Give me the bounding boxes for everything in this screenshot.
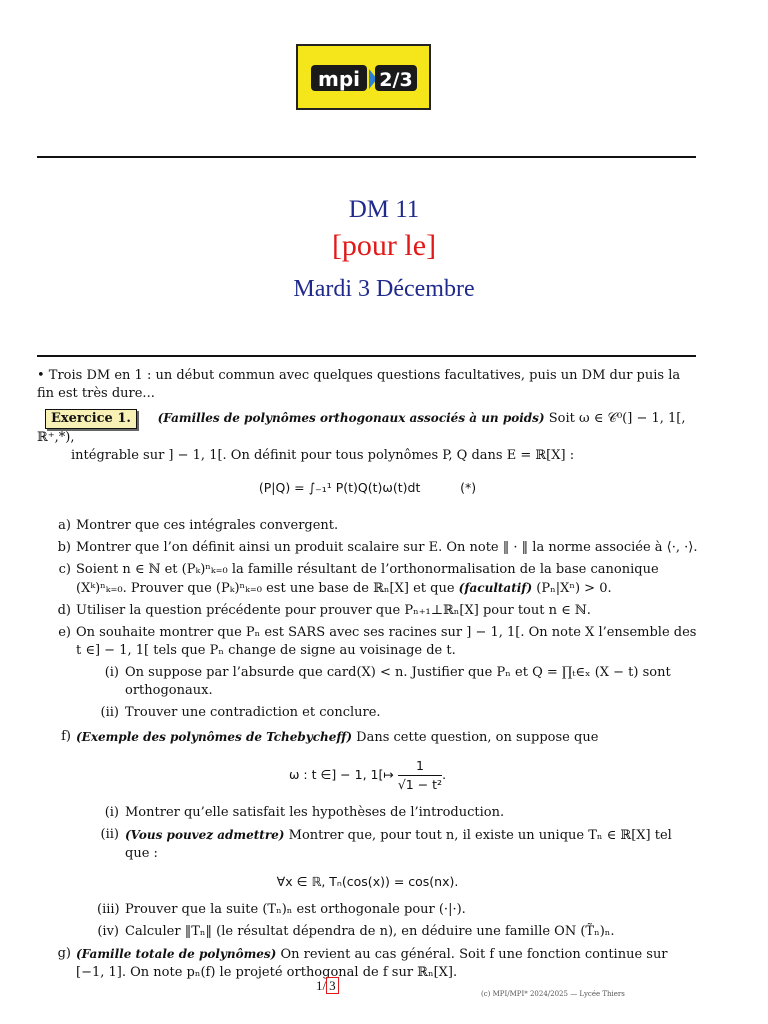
page-title: DM 11 xyxy=(348,196,420,223)
exercise-intro-line1: Soit ω ∈ 𝒞⁰(] − 1, 1[, ℝ⁺,*), xyxy=(37,411,686,445)
exercise-label: Exercice 1. xyxy=(45,409,137,429)
logo-text: mpi xyxy=(317,67,360,91)
question-f-i: (i) Montrer qu’elle satisfait les hypothèses de l’introduction. xyxy=(104,805,505,820)
weight-fraction: $\frac{1}{\text{√1 − t²}}$ xyxy=(397,758,443,792)
document-body xyxy=(37,367,698,986)
question-e-i: (i) On suppose par l’absurde que card(X) < n. Justifier que Pₙ et Q = ∏ₜ∈ₓ (X − t) sont orthogonaux. xyxy=(104,665,671,698)
question-g: g) (Famille totale de polynômes) On revient au cas général. Soit f une fonction continue sur [−1, 1]. On note pₙ(f) le projeté orthogonal de f sur ℝₙ[X]. xyxy=(57,946,668,980)
exercise-intro-line2: intégrable sur ] − 1, 1[. On définit pour tous polynômes P, Q dans E = ℝ[X] : xyxy=(71,448,575,463)
question-f-iii: (iii) Prouver que la suite (Tₙ)ₙ est orthogonale pour (·|·). xyxy=(97,902,466,917)
question-c: c) Soient n ∈ ℕ et (Pₖ)ⁿₖ₌₀ la famille résultant de l’orthonormalisation de la base canonique (Xᵏ)ⁿₖ₌₀. Prouver que (Pₖ)ⁿₖ₌₀ est une base de ℝₙ[X] et que (facultatif) (Pₙ|Xⁿ) > 0. xyxy=(58,562,659,596)
exercise-title: (Familles de polynômes orthogonaux associés à un poids) xyxy=(157,411,545,425)
formula-tag: (*) xyxy=(460,480,477,495)
question-f-ii: (ii) (Vous pouvez admettre) Montrer que, pour tout n, il existe un unique Tₙ ∈ ℝ[X] tel que : xyxy=(100,827,672,861)
tchebycheff-heading: (Exemple des polynômes de Tchebycheff) xyxy=(76,730,353,744)
optional-tag: (facultatif) xyxy=(458,581,533,595)
scalar-product-formula xyxy=(37,479,698,497)
total-pages-link[interactable]: 3 xyxy=(326,977,339,994)
question-e: e) On souhaite montrer que Pₙ est SARS avec ses racines sur ] − 1, 1[. On note X l’ensemble des t ∈] − 1, 1[ tels que Pₙ change de signe au voisinage de t. xyxy=(58,625,697,658)
mpi-logo-icon xyxy=(309,59,419,95)
page-number: 1/ 3 xyxy=(316,978,339,994)
formula-main: (P|Q) = ∫₋₁¹ P(t)Q(t)ω(t)dt xyxy=(258,480,421,495)
due-date: Mardi 3 Décembre xyxy=(293,276,475,302)
header-rule-top xyxy=(37,156,696,158)
intro-paragraph: • Trois DM en 1 : un début commun avec quelques questions facultatives, puis un DM dur puis la fin est très dure... xyxy=(37,368,681,401)
tchebycheff-formula: ∀x ∈ ℝ, Tₙ(cos(x)) = cos(nx). xyxy=(276,874,459,889)
exercise-heading xyxy=(37,409,698,447)
page-subtitle: [pour le] xyxy=(331,229,437,262)
weight-formula: ω : t ∈] − 1, 1[↦ $\frac{1}{\text{√1 − t²}}$ . xyxy=(288,758,447,792)
question-a: a) Montrer que ces intégrales convergent. xyxy=(58,518,339,533)
question-e-ii: (ii) Trouver une contradiction et conclure. xyxy=(100,705,381,720)
course-logo xyxy=(296,44,431,110)
question-f: f) (Exemple des polynômes de Tchebycheff) Dans cette question, on suppose que xyxy=(61,729,599,745)
footer-copyright: (c) MPI/MPI* 2024/2025 — Lycée Thiers xyxy=(481,990,625,998)
question-f-iv: (iv) Calculer ‖Tₙ‖ (le résultat dépendra de n), en déduire une famille ON (T̃ₙ)ₙ. xyxy=(97,924,615,939)
header-rule-bottom xyxy=(37,355,696,357)
question-d: d) Utiliser la question précédente pour prouver que Pₙ₊₁⊥ℝₙ[X] pour tout n ∈ ℕ. xyxy=(57,603,591,618)
total-family-heading: (Famille totale de polynômes) xyxy=(76,947,277,961)
logo-fraction: 2/3 xyxy=(378,69,413,91)
question-b: b) Montrer que l’on définit ainsi un produit scalaire sur E. On note ‖ · ‖ la norme associée à ⟨·, ·⟩. xyxy=(57,540,698,555)
